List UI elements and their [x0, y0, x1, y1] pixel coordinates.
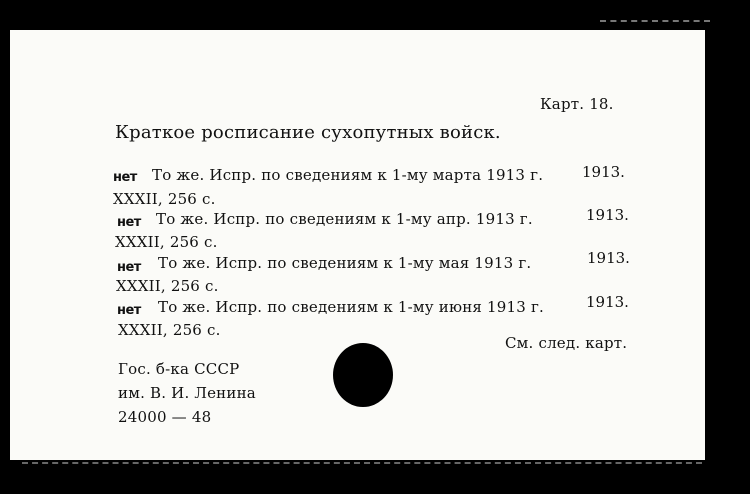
- handwritten-mark: нет: [117, 303, 141, 318]
- entry-pages: XXXII, 256 с.: [113, 190, 216, 208]
- library-name: Гос. б-ка СССР: [118, 360, 240, 378]
- card-title: Краткое росписание сухопутных войск.: [115, 122, 501, 143]
- entry-pages: XXXII, 256 с.: [115, 233, 218, 251]
- card-number: Карт. 18.: [540, 95, 614, 113]
- entry-year: 1913.: [586, 293, 629, 311]
- handwritten-mark: нет: [113, 170, 137, 185]
- ink-stamp-blot: [333, 343, 393, 407]
- entry-text: То же. Испр. по сведениям к 1-му апр. 1913 г.: [156, 210, 533, 228]
- entry-text: То же. Испр. по сведениям к 1-му июня 1913 г.: [158, 298, 545, 316]
- handwritten-mark: нет: [117, 215, 141, 230]
- scan-edge-dashes: [600, 20, 710, 22]
- see-next-card: См. след. карт.: [505, 334, 628, 352]
- library-code: 24000 — 48: [118, 408, 212, 426]
- entry-year: 1913.: [582, 163, 625, 181]
- entry-year: 1913.: [586, 206, 629, 224]
- entry-pages: XXXII, 256 с.: [118, 321, 221, 339]
- entry-text: То же. Испр. по сведениям к 1-му марта 1913 г.: [152, 166, 544, 184]
- handwritten-mark: нет: [117, 260, 141, 275]
- library-subtitle: им. В. И. Ленина: [118, 384, 256, 402]
- scan-edge-dashes: [22, 462, 702, 464]
- entry-year: 1913.: [587, 249, 630, 267]
- entry-pages: XXXII, 256 с.: [116, 277, 219, 295]
- entry-text: То же. Испр. по сведениям к 1-му мая 1913 г.: [158, 254, 532, 272]
